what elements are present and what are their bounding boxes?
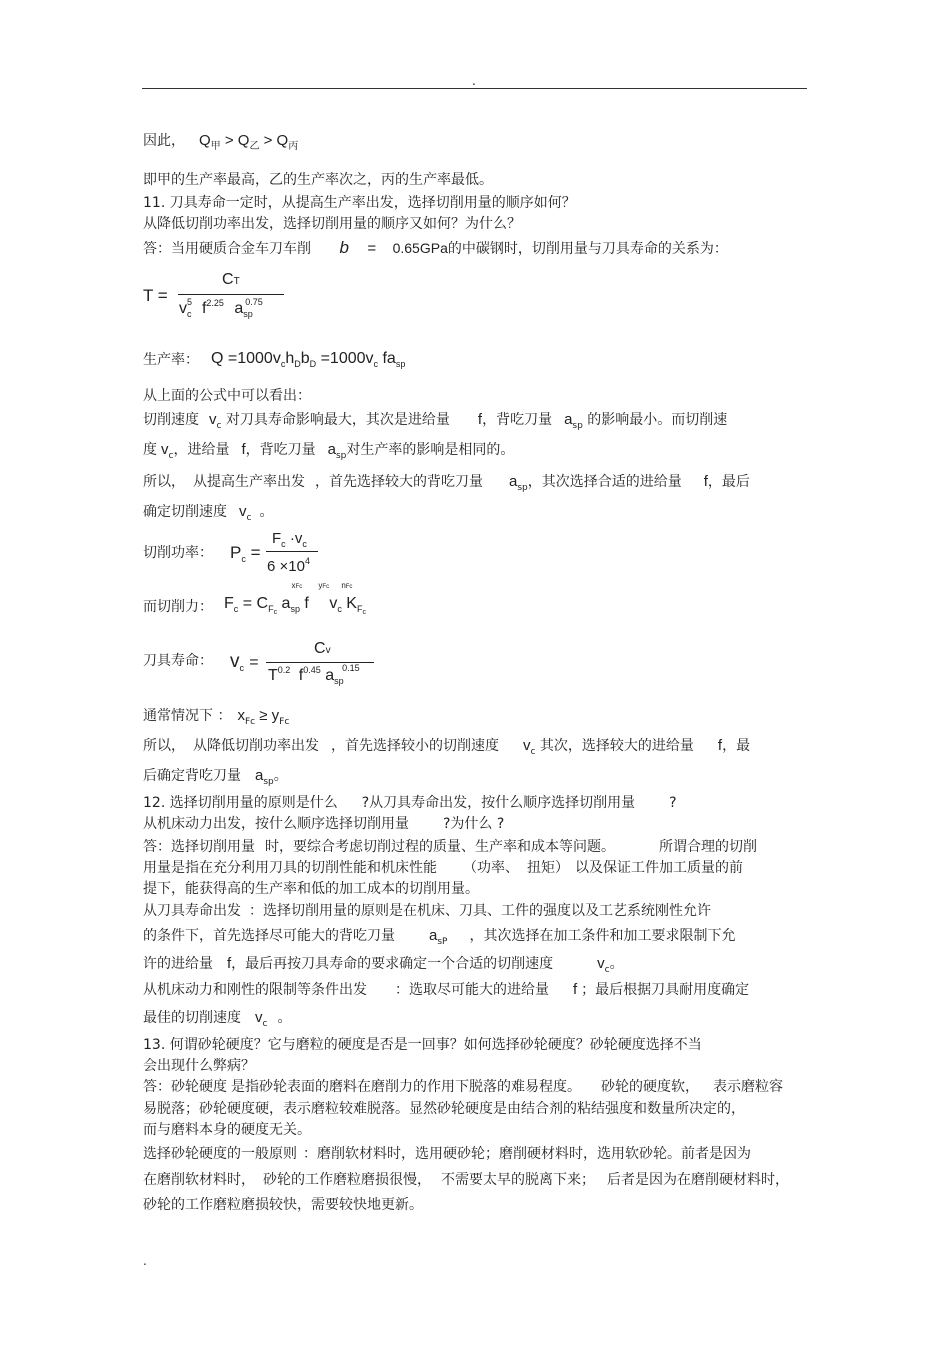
- den-v: v: [179, 300, 187, 317]
- p3d: ，其次选择合适的进给量: [527, 474, 682, 490]
- life-a-sup: 0.15: [342, 663, 360, 673]
- para-2: [143, 441, 514, 465]
- q13-a4b: ：磨削软材料时，选用硬砂轮；磨削硬材料时，选用软砂轮。前者是因为: [303, 1146, 751, 1162]
- para-1: [143, 411, 727, 435]
- q13-a4a: 选择砂轮硬度的一般原则: [143, 1146, 297, 1162]
- life-T-sup: 0.2: [277, 665, 291, 675]
- pf-e: b: [300, 350, 310, 367]
- p3a2: a: [509, 473, 518, 490]
- p2c: ，背吃刀量: [245, 442, 316, 458]
- q12-a6vs: c: [604, 965, 610, 975]
- den-v-sub: c: [187, 309, 192, 319]
- q12-t2a: 从机床动力出发，按什么顺序选择切削用量: [143, 816, 409, 832]
- q-symbol: Q: [199, 132, 211, 149]
- conclusion-text: 即甲的生产率最高，乙的生产率次之，丙的生产率最低。: [143, 172, 493, 188]
- p1f: f: [477, 411, 483, 428]
- q12-a8a: 最佳的切削速度: [143, 1010, 241, 1026]
- q12-a4b: ：选择切削用量的原则是在机床、刀具、工件的强度以及工艺系统刚性允许: [249, 903, 711, 919]
- p2b: ，进给量: [173, 442, 230, 458]
- power-numerator: [272, 530, 307, 549]
- p5d: 其次，选择较大的进给量: [539, 738, 694, 754]
- fc-a: a: [281, 595, 291, 612]
- life-T: T: [268, 667, 278, 684]
- q12-title-2: [143, 815, 504, 833]
- power-denominator: [267, 556, 310, 575]
- life-v: v: [230, 651, 240, 672]
- pc-den: 6 ×10: [267, 558, 305, 575]
- q12-t1b: ?从刀具寿命出发，按什么顺序选择切削用量: [361, 795, 636, 811]
- q12-a8b: 。: [277, 1010, 292, 1026]
- T-denominator: [179, 297, 263, 319]
- q12-a6b: ，最后再按刀具寿命的要求确定一个合适的切削速度: [231, 956, 554, 972]
- fc-v-sub: c: [337, 604, 342, 614]
- p3c: ，首先选择较大的背吃刀量: [315, 474, 483, 490]
- conclusion-prefix: 因此，: [143, 133, 185, 149]
- gt-1: > Q: [220, 132, 250, 149]
- T-numerator: [222, 271, 240, 289]
- pc-P-sub: c: [241, 554, 246, 564]
- p1c: ，背吃刀量: [482, 412, 553, 428]
- q12-a6a: 许的进给量: [143, 956, 213, 972]
- fc-K: K: [341, 595, 357, 612]
- q13-ans-6: 砂轮的工作磨粒磨损较快，需要较快地更新。: [143, 1197, 423, 1213]
- q13-a1b: 是指砂轮表面的磨料在磨削力的作用下脱落的难易程度。: [231, 1079, 581, 1095]
- q12-ans-6: [143, 955, 624, 979]
- p4v: v: [239, 503, 247, 520]
- q13-a5d: 后者是因为在磨削硬材料时，: [607, 1172, 789, 1188]
- q-sub-yi: 乙: [249, 141, 260, 152]
- p4b: 。: [259, 504, 274, 520]
- p4a: 确定切削速度: [143, 504, 227, 520]
- para-3: [143, 473, 750, 497]
- strength-value: 0.65GPa: [392, 240, 448, 256]
- T-num-C: C: [222, 271, 234, 288]
- p2a2s: sp: [335, 451, 347, 461]
- equals-sign: =: [367, 240, 377, 257]
- q12-t1c: ?: [669, 795, 677, 811]
- pf-g: =1000v: [316, 350, 374, 367]
- den-a-sup: 0.75: [245, 297, 263, 307]
- q12-a7a: 从机床动力和刚性的限制等条件出发: [143, 982, 367, 998]
- q12-a1c: 所谓合理的切削: [659, 839, 757, 855]
- gt-2: > Q: [259, 132, 289, 149]
- den-f: f: [201, 300, 207, 317]
- usual-text: 通常情况下 ：: [143, 708, 232, 724]
- q12-ans-8: [143, 1009, 291, 1033]
- q13-title-1: 13. 何谓砂轮硬度？它与磨粒的硬度是否是一回事？如何选择砂轮硬度？砂轮硬度选择不当: [143, 1037, 702, 1053]
- header-rule: [142, 88, 807, 89]
- life-lhs: [230, 651, 259, 673]
- life-a-sub: sp: [334, 676, 344, 686]
- p3b: 从提高生产率出发: [193, 474, 305, 490]
- q12-ans-7: [143, 981, 749, 999]
- q12-ans-4: [143, 902, 711, 920]
- sigma-b-symbol: b: [339, 238, 349, 257]
- pf-h: c: [373, 359, 379, 369]
- usual-x-sub: Fc: [244, 717, 256, 727]
- q12-t2b: ?为什么 ?: [443, 816, 505, 832]
- pc-v-sub: c: [302, 539, 307, 549]
- q13-a5b: 砂轮的工作磨粒磨损很慢，: [263, 1172, 431, 1188]
- usual-ge-y: ≥ y: [255, 707, 280, 724]
- q12-a1b: 时，要综合考虑切削过程的质量、生产率和成本等问题。: [265, 839, 615, 855]
- q11-answer-line: [143, 239, 728, 258]
- den-v-sup: 5: [187, 297, 193, 307]
- den-f-sup: 2.25: [206, 298, 224, 308]
- para-5: [143, 737, 750, 761]
- life-C-sub: v: [325, 645, 331, 656]
- q12-a4a: 从刀具寿命出发: [143, 903, 241, 919]
- p3a2s: sp: [517, 483, 528, 493]
- q12-a2a: 用量是指在充分利用刀具的切削性能和机床性能: [143, 860, 437, 876]
- force-label: 而切削力：: [143, 599, 213, 615]
- p1vs: c: [216, 421, 222, 431]
- den-a: a: [234, 300, 244, 317]
- p5e: ，最: [722, 738, 751, 754]
- q12-a2b: （功率、: [463, 860, 519, 876]
- fc-v: v: [329, 595, 338, 612]
- pc-eq: =: [250, 543, 261, 562]
- q12-ans-2: [143, 859, 743, 877]
- p5v: v: [523, 737, 531, 754]
- answer-prefix: 答：当用硬质合金车刀车削: [143, 241, 311, 257]
- fc-a-sup-x: x: [291, 581, 296, 590]
- q12-a7f: f: [573, 981, 578, 998]
- fc-F: F: [224, 595, 234, 612]
- pf-c: h: [285, 350, 295, 367]
- p6a2s: sp: [263, 777, 274, 787]
- p1d: 的影响最小。而切削速: [587, 412, 728, 428]
- q12-a5a: 的条件下，首先选择尽可能大的背吃刀量: [143, 928, 395, 944]
- q-sub-jia: 甲: [210, 141, 221, 152]
- conclusion-line: [143, 132, 298, 156]
- q12-a5b: ，其次选择在加工条件和加工要求限制下允: [469, 928, 736, 944]
- usual-line: [143, 707, 289, 731]
- productivity-label: 生产率：: [143, 352, 199, 368]
- p4vs: c: [246, 513, 252, 523]
- p1a2: a: [564, 411, 573, 428]
- pf-j: sp: [395, 359, 406, 369]
- fc-K-sub: F: [356, 604, 363, 614]
- fc-f-sup-sub: Fc: [322, 584, 330, 590]
- T-fraction-line: [178, 294, 284, 295]
- life-v-sub: c: [239, 663, 244, 673]
- pf-b: c: [280, 359, 286, 369]
- q12-t1a: 12. 选择切削用量的原则是什么: [143, 795, 338, 811]
- fc-v-sup: [341, 581, 352, 590]
- q13-a1a: 答：砂轮硬度: [143, 1079, 227, 1095]
- p5f: f: [717, 737, 723, 754]
- fc-v-sup-sub: Fc: [345, 584, 353, 590]
- answer-suffix: 的中碳钢时，切削用量与刀具寿命的关系为：: [447, 241, 728, 257]
- den-a-sub: sp: [243, 309, 253, 319]
- p2f: f: [241, 441, 246, 458]
- p5c: ，首先选择较小的切削速度: [331, 738, 499, 754]
- fc-F-sub: c: [233, 604, 239, 614]
- T-lhs: T =: [143, 286, 168, 305]
- life-denominator: [268, 663, 360, 686]
- p5b: 从降低切削功率出发: [193, 738, 319, 754]
- life-eq: =: [249, 654, 259, 671]
- fc-v-sup-n: n: [341, 581, 346, 590]
- life-a: a: [325, 667, 335, 684]
- p2vs: c: [168, 451, 174, 461]
- q12-a5ss: sP: [437, 937, 448, 947]
- fc-a-sup: [292, 581, 303, 590]
- pf-i: fa: [378, 350, 396, 367]
- pf-a: Q =1000v: [211, 350, 281, 367]
- p3e: ，最后: [707, 474, 750, 490]
- q13-a1c: 砂轮的硬度软，: [601, 1079, 699, 1095]
- life-numerator: [314, 640, 331, 658]
- q-sub-bing: 丙: [288, 141, 299, 152]
- p5a: 所以，: [143, 738, 185, 754]
- p1v: v: [209, 411, 217, 428]
- pc-F: F: [272, 530, 282, 547]
- life-C: C: [314, 640, 326, 657]
- fc-C: = C: [238, 595, 269, 612]
- q12-a2d: 以及保证工件加工质量的前: [575, 860, 743, 876]
- p6a: 后确定背吃刀量: [143, 768, 241, 784]
- pc-F-sub: c: [281, 539, 286, 549]
- p2d: 对生产率的影响是相同的。: [346, 442, 515, 458]
- q13-a5a: 在磨削软材料时，: [143, 1172, 255, 1188]
- q12-ans-1: [143, 838, 757, 856]
- power-lhs: [230, 543, 261, 564]
- q13-ans-4: [143, 1145, 751, 1163]
- life-f: f: [298, 667, 304, 684]
- p2v: v: [161, 441, 169, 458]
- q12-a5s: a: [429, 927, 438, 944]
- q13-ans-5: [143, 1171, 789, 1189]
- q12-ans-5: [143, 927, 735, 951]
- p1b: 对刀具寿命影响最大，其次是进给量: [225, 412, 450, 428]
- q11-title-1: 11. 刀具寿命一定时，从提高生产率出发，选择切削用量的顺序如何？: [143, 195, 576, 211]
- p1a2s: sp: [572, 421, 583, 431]
- fc-C-subsub: c: [273, 609, 278, 616]
- q12-a8vs: c: [262, 1019, 268, 1029]
- q12-a6f: f: [227, 955, 232, 972]
- q13-ans-1: [143, 1078, 783, 1096]
- q13-a1d: 表示磨粒容: [713, 1079, 783, 1095]
- pf-f: D: [309, 359, 317, 369]
- fc-a-sup-sub: Fc: [295, 584, 303, 590]
- q12-a2c: 扭矩）: [527, 860, 569, 876]
- fc-f: f: [304, 595, 309, 612]
- life-f-sup: 0.45: [303, 665, 321, 675]
- p1a: 切削速度: [143, 412, 199, 428]
- life-label: 刀具寿命：: [143, 653, 213, 669]
- q12-a7b: ：选取尽可能大的进给量: [395, 982, 549, 998]
- q13-ans-3: 而与磨料本身的硬度无关。: [143, 1122, 311, 1138]
- q12-a6v: v: [597, 955, 605, 972]
- para-4: [143, 503, 273, 527]
- q12-title-1: [143, 794, 677, 812]
- power-fraction-line: [266, 551, 318, 552]
- p6b: 。: [273, 768, 288, 784]
- header-dot: .: [472, 74, 476, 88]
- footer-dot: .: [143, 1254, 147, 1268]
- force-formula: [224, 581, 366, 616]
- productivity-formula: [211, 350, 405, 369]
- pc-P: P: [230, 543, 242, 562]
- p2a2: a: [327, 441, 336, 458]
- from-formula-text: 从上面的公式中可以看出：: [143, 388, 311, 404]
- q12-a7c: ；最后根据刀具耐用度确定: [581, 982, 750, 998]
- q12-a8v: v: [255, 1009, 263, 1026]
- fc-f-sup-y: y: [318, 581, 323, 590]
- p3a: 所以，: [143, 474, 185, 490]
- pc-den-sup: 4: [304, 556, 310, 566]
- q13-a5c: 不需要太早的脱离下来；: [441, 1172, 595, 1188]
- p3f: f: [703, 473, 708, 490]
- p6a2: a: [255, 767, 264, 784]
- p5vs: c: [530, 747, 536, 757]
- q11-title-2: 从降低切削功率出发，选择切削用量的顺序又如何？为什么？: [143, 216, 521, 232]
- para-6: [143, 767, 288, 791]
- q12-a1a: 答：选择切削用量: [143, 839, 255, 855]
- q13-title-2: 会出现什么弊病？: [143, 1058, 255, 1074]
- fc-f-sup: [318, 581, 329, 590]
- usual-y-sub: Fc: [279, 717, 290, 727]
- q12-ans-3: 提下，能获得高的生产率和低的加工成本的切削用量。: [143, 881, 479, 897]
- q12-a6c: 。: [609, 956, 624, 972]
- usual-x: x: [237, 707, 245, 724]
- T-num-sub: T: [233, 276, 240, 287]
- fc-C-sub: F: [268, 604, 274, 614]
- fc-K-subsub: c: [362, 609, 366, 616]
- p2a: 度: [143, 442, 157, 458]
- q13-ans-2: 易脱落；砂轮硬度硬，表示磨粒较难脱落。显然砂轮硬度是由结合剂的粘结强度和数量所决定的，: [143, 1101, 745, 1117]
- pf-d: D: [294, 359, 301, 369]
- fc-a-sub: sp: [290, 604, 300, 614]
- power-label: 切削功率：: [143, 545, 213, 561]
- pc-dot-v: ·v: [285, 530, 303, 547]
